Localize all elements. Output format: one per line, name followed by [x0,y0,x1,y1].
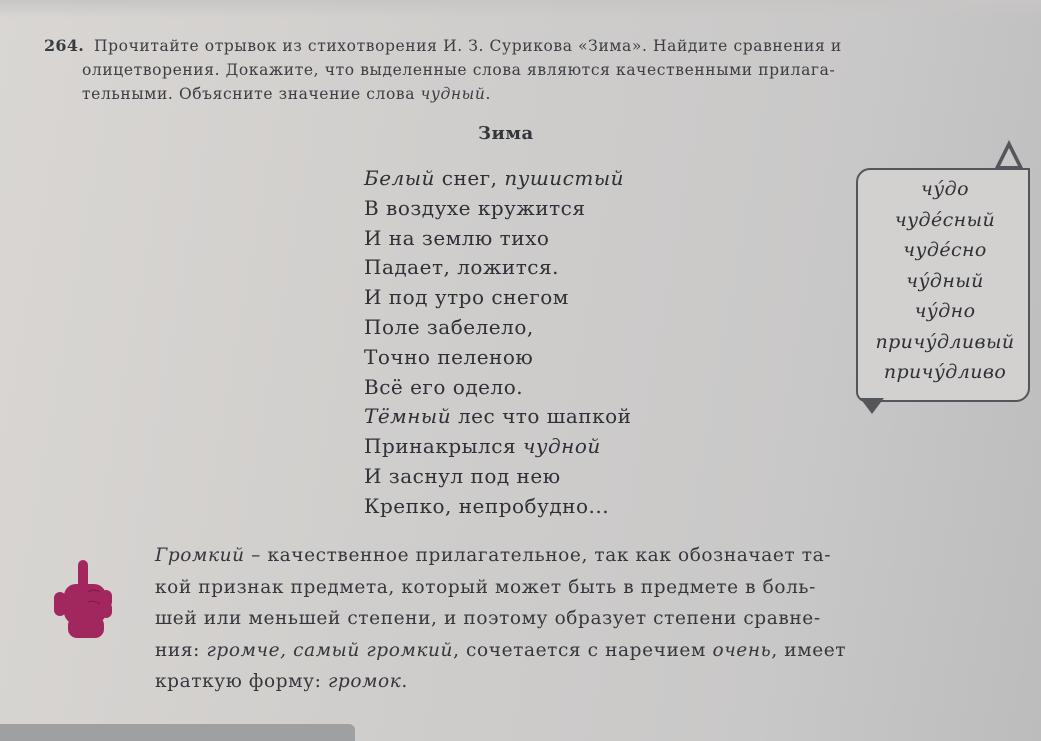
poem-line: Точно пеленою [364,344,534,369]
word-family-item: чу́до [921,178,969,200]
exercise-number: 264. [44,36,85,55]
word-family-list [860,174,1030,388]
poem-line: Принакрылся чудной [364,434,601,459]
note-line-3: шей или меньшей степени, и поэтому образует степени сравне- [155,608,821,630]
word-family-item: причу́дливый [875,330,1015,353]
word-family-item: чуде́сный [894,208,996,231]
poem-line: Белый снег, пушистый [364,166,625,190]
note-line-1: Громкий – качественное прилагательное, так как обозначает та- [155,545,832,566]
poem-title: Зима [478,123,534,144]
rule-note [155,540,995,698]
highlighted-adjective: Белый [364,166,435,190]
poem-line: В воздухе кружится [364,195,586,220]
word-family-item: чуде́сно [903,239,987,261]
poem-text [364,164,631,522]
poem-line: Поле забелело, [364,314,534,339]
note-line-4: ния: громче, самый громкий, сочетается с наречием очень, имеет [155,639,847,661]
poem-line: И на землю тихо [364,225,550,250]
word-family-item: чу́дный [906,269,984,292]
task-line-3: тельными. Объясните значение слова чудный. [82,85,492,103]
exercise-task [82,34,974,106]
page-top-edge [0,0,1041,18]
word-family-item: чу́дно [914,300,976,322]
scroll-fold-bottom [860,398,884,414]
poem-line: И заснул под нею [364,463,561,488]
page-bottom-bar [0,724,355,741]
task-line-1: Прочитайте отрывок из стихотворения И. З. Сурикова «Зима». Найдите сравнения и [94,37,842,55]
highlighted-adjective: пушистый [504,166,625,190]
pointing-hand-icon [48,558,120,640]
highlighted-adjective: Тёмный [364,404,452,429]
poem-line: Тёмный лес что шапкой [364,404,632,429]
poem-line: Всё его одело. [364,374,524,399]
task-highlighted-word: чудный [420,85,486,103]
poem-line: И под утро снегом [364,285,569,310]
poem-line: Крепко, непробудно... [364,493,610,518]
highlighted-adjective: чудной [522,434,601,459]
word-family-item: причу́дливо [883,361,1007,383]
task-line-2: олицетворения. Докажите, что выделенные слова являются качественными прилага- [82,61,836,79]
note-line-5: краткую форму: громок. [155,671,408,693]
note-line-2: кой признак предмета, который может быть в предмете в боль- [155,576,816,598]
poem-line: Падает, ложится. [364,255,559,280]
